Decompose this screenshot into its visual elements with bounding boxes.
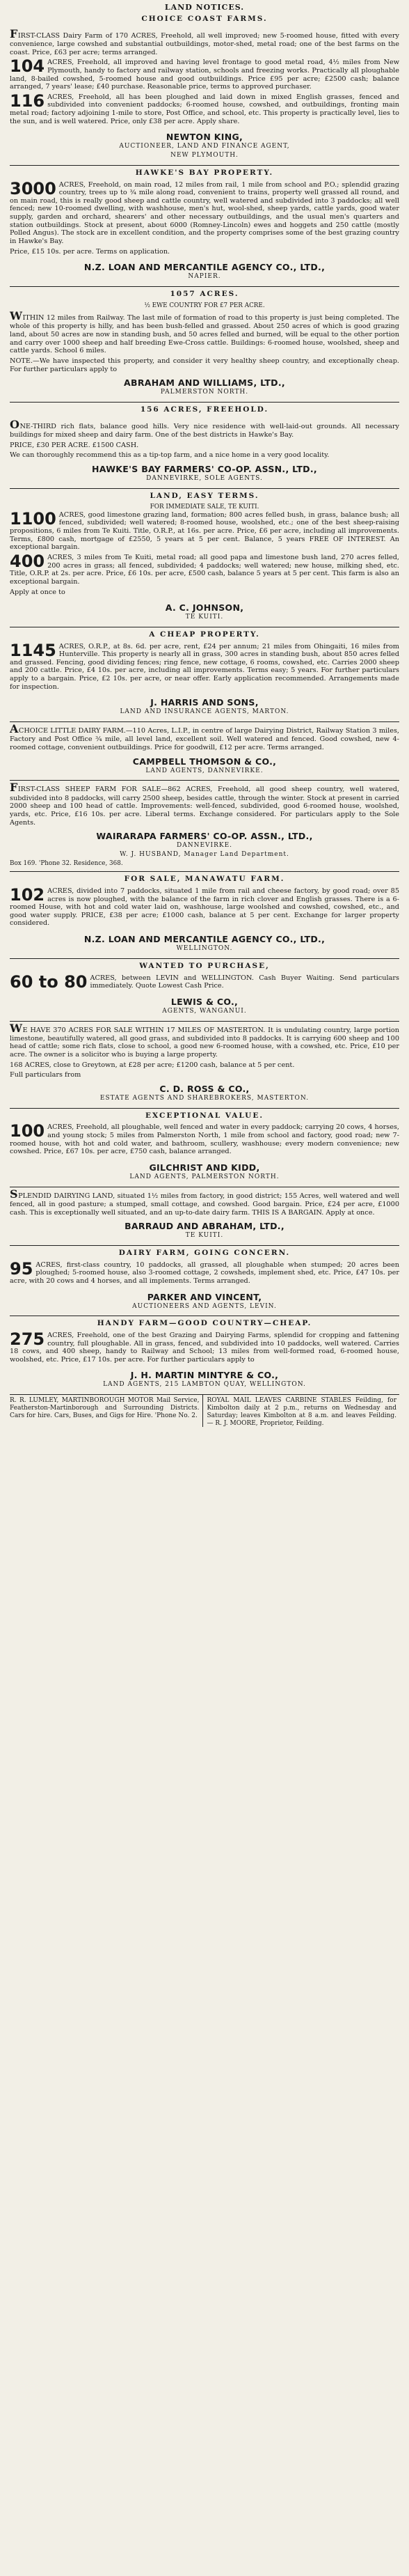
agent-location: DANNEVIRKE, SOLE AGENTS. [146,474,263,482]
ad-divider [10,286,399,287]
ad-paragraph [10,508,399,552]
ad-title: WANTED TO PURCHASE, [139,961,270,970]
agent-name: WAIRARAPA FARMERS' CO-OP. ASSN., LTD., [96,831,313,842]
land-ad [10,165,399,283]
ad-paragraph [10,1071,399,1079]
ad-paragraph [10,1187,399,1217]
lead-figure: O [10,417,20,431]
land-ad [10,780,399,868]
ad-title: 1057 ACRES. [170,290,239,299]
page-header: LAND NOTICES. [164,3,245,12]
land-ad [10,1316,399,1391]
ad-body-text: ACRES, divided into 7 paddocks, situated 1 mile from rail and cheese factory, by good road; over 85 acres is now ploughed, with the balance of the farm in rich clover and English grasses. There is a 6-roomed House, with hot and cold water laid on, washhouse, large woolshed and cowshed, cowshed, etc., and good water supply. PRICE, £38 per acre; £1000 cash, balance at 5 per cent. Exchange for larger property considered. [10,887,399,928]
lead-figure: W [10,309,23,323]
ad-body-text: PRICE, £30 PER ACRE. £1500 CASH. [10,441,139,449]
agent-subline: AGENTS, WANGANUI. [162,1007,247,1015]
ad-title: 156 ACRES, FREEHOLD. [140,405,269,414]
agent-location: LAND AGENTS, DANNEVIRKE. [145,767,264,774]
agent-name: PARKER AND VINCENT, [147,1291,262,1302]
ad-body-text: ACRES, between LEVIN and WELLINGTON. Cash Buyer Waiting. Send particulars immediately. Quote Lowest Cash Price. [90,974,399,990]
ad-body-text: IRST-CLASS SHEEP FARM FOR SALE—862 ACRES, Freehold, all good sheep country, well watered, subdivided into 8 paddocks, will carry 2500 sheep, besides cattle, through the winter. Stock at present in carried 2000 sheep and 100 head of cattle. Improvements: well-fenced, subdivided, good 6-roomed house, woolshed, yards, etc. Price, £16 10s. per acre. Liberal terms. Exchange considered. For particulars apply to the Sole Agents. [10,786,399,827]
agent-location: NAPIER. [188,273,221,281]
agent-name: BARRAUD AND ABRAHAM, LTD., [125,1221,284,1232]
agent-location: TE KUITI. [185,614,224,621]
agent-location: W. J. HUSBAND, Manager Land Department. [120,850,289,858]
agent-location: WELLINGTON. [176,945,233,953]
ads-column [10,15,399,1391]
ad-subtitle: FOR IMMEDIATE SALE, TE KUITI. [150,504,259,511]
agent-subline: AUCTIONEER, LAND AND FINANCE AGENT, [119,143,290,150]
agent-name: J. HARRIS AND SONS, [150,697,259,708]
lead-figure: 95 [10,1258,33,1279]
agent-name: C. D. ROSS & CO., [159,1083,250,1094]
bottom-ad-right: ROYAL MAIL LEAVES CARBINE STABLES Feilding, for Kimbolton daily at 2 p.m., returns on Wednesday and Saturday; leaves Kimbolton at 8 a.m. and leaves Feilding. — R. J. MOORE, Proprietor, Feilding. [202,1395,400,1427]
agent-location: AUCTIONEERS AND AGENTS, LEVIN. [132,1302,277,1310]
land-ad [10,871,399,955]
ad-paragraph [10,971,399,992]
ad-body-text: PLENDID DAIRYING LAND, situated 1½ miles from factory, in good district; 155 Acres, well watered and well fenced, all in good pasture; a stumped, small cottage, and cowshed. Good bargain. Price, £24 per acre, £1000 cash. This is exceptionally well situated, and an up-to-date dairy farm. THIS IS A BARGAIN. Apply at once. [10,1192,399,1217]
land-ad [10,721,399,776]
lead-figure: 275 [10,1329,45,1349]
ad-body-text: Price, £15 10s. per acre. Terms on application. [10,247,170,256]
agent-location: TE KUITI. [185,1232,224,1240]
ad-body-text: CHOICE LITTLE DAIRY FARM.—110 Acres, L.I.P., in centre of large Dairying District, Railway Station 3 miles, Factory and Post Office ¾ mile, all level land, excellent soil. Well watered and fenced. Good cowshed, new 4-roomed cottage, convenient outbuildings. Price for goodwill, £12 per acre. Terms arranged. [10,727,399,751]
ad-body-text: Apply at once to [10,588,65,596]
ad-paragraph [10,722,399,751]
agent-location: ESTATE AGENTS AND SHAREBROKERS, MASTERTON. [99,1094,310,1102]
lead-figure: S [10,1187,19,1201]
land-ad [10,1108,399,1183]
ad-body-text: ACRES, Freehold, all improved and having level frontage to good metal road, 4½ miles from New Plymouth, handy to factory and railway station, schools and freezing works. Practically all ploughable land, 8-bailed cowshed, 5-roomed house and good outbuildings. Price £95 per acre; £2500 cash; balance arranged, 7 years' lease; £40 purchase. Reasonable price, terms to approved purchaser. [10,58,399,91]
ad-paragraph [10,248,399,256]
ad-title: HAWKE'S BAY PROPERTY. [135,168,274,177]
ad-footer: Box 169. 'Phone 32. Residence, 368. [10,859,123,867]
lead-figure: 3000 [10,178,56,198]
ad-paragraph [10,309,399,355]
agent-name: CAMPBELL THOMSON & CO., [132,756,277,767]
ad-paragraph [10,178,399,246]
ad-body-text: ITHIN 12 miles from Railway. The last mile of formation of road to this property is just being completed. The whole of this property is hilly, and has been bush-felled and grassed. About 250 acres of which is good grazing land, about 50 acres are now in standing bush, and 50 acres felled and burned, will be equal to the other portion and carry over 1000 sheep and half breeding Ewe-Cross cattle. Buildings: 6-roomed house, woolshed, sheep and cattle yards. School 6 miles. [10,314,399,355]
ad-divider [10,958,399,959]
ad-paragraph [10,781,399,827]
agent-location: LAND AGENTS, 215 LAMBTON QUAY, WELLINGTON. [103,1381,306,1389]
ad-paragraph [10,93,399,126]
lead-figure: 116 [10,91,45,111]
ad-body-text: E HAVE 370 ACRES FOR SALE WITHIN 17 MILES OF MASTERTON. It is undulating country, large portion limestone, beautifully watered, all good grass, and subdivided into 8 paddocks. It is carrying 600 sheep and 100 head of cattle; some rich flats, close to school, a good new 6-roomed house, with a cowshed, etc. Price, £10 per acre. The owner is a solicitor who is buying a large property. [10,1026,399,1059]
lead-figure: F [10,26,18,40]
ad-title: CHOICE COAST FARMS. [141,15,268,24]
agent-location: LAND AND INSURANCE AGENTS, MARTON. [120,708,289,716]
ad-paragraph [10,1022,399,1059]
ad-paragraph [10,27,399,56]
agent-location: PALMERSTON NORTH. [160,389,249,396]
ad-body-text: Full particulars from [10,1071,81,1079]
land-ad [10,1245,399,1312]
ad-paragraph [10,1329,399,1364]
ad-paragraph [10,1061,399,1070]
land-ad [10,958,399,1017]
ad-paragraph [10,884,399,928]
ad-paragraph [10,640,399,692]
ad-body-text: IRST-CLASS Dairy Farm of 170 ACRES, Freehold, all well improved; new 5-roomed house, fitted with every convenience, large cowshed and substantial outbuildings, motor-shed, metal road; one of the best farms on the coast. Price, £63 per acre; terms arranged. [10,31,399,56]
agent-name: J. H. MARTIN MINTYRE & CO., [130,1370,279,1381]
ad-paragraph [10,58,399,91]
agent-name: ABRAHAM AND WILLIAMS, LTD., [124,377,285,389]
land-ad [10,1021,399,1104]
ad-paragraph [10,1258,399,1286]
ad-body-text: ACRES, Freehold, all has been ploughed and laid down in mixed English grasses, fenced and subdivided into convenient paddocks; 6-roomed house, cowshed, and outbuildings, fronting main metal road; factory adjoining 1-mile to store, Post Office, and school, etc. This property is practically level, lies to the sun, and is well watered. Price, only £38 per acre. Apply share. [10,93,399,125]
ad-title: HANDY FARM—GOOD COUNTRY—CHEAP. [97,1319,312,1328]
ad-body-text: ACRES, Freehold, all ploughable, well fenced and water in every paddock; carrying 20 cows, 4 horses, and young stock; 5 miles from Palmerston North, 1 mile from school and factory, good road; new 7-roomed house, with hot and cold water, and bathroom, scullery, washhouse; every modern convenience; new cowshed. Price, £67 10s. per acre, £750 cash, balance arranged. [10,1123,399,1156]
agent-name: A. C. JOHNSON, [165,602,244,614]
land-ad [10,402,399,485]
ad-body-text: 168 ACRES, close to Greytown, at £28 per acre; £1200 cash, balance at 5 per cent. [10,1061,295,1069]
lead-figure: 1145 [10,640,56,660]
ad-body-text: ACRES, O.R.P., at 8s. 6d. per acre, rent, £24 per annum; 21 miles from Ohingaiti, 16 miles from Hunterville. This property is nearly all in grass, 300 acres in standing bush, about 850 acres felled and grassed. Fencing, good dividing fences; ring fence, new cottage, 6 rooms, cowshed, etc. Carries 2000 sheep and 200 cattle. Price, £4 10s. per acre, including all improvements. Terms easy; 5 years. For further particulars apply to a bargain. Price, £2 10s. per acre, or near offer. Early application recommended. Arrangements made for inspection. [10,642,399,691]
lead-figure: 1100 [10,508,56,529]
agent-name: LEWIS & CO., [170,996,239,1007]
ad-divider [10,1108,399,1109]
agent-name: HAWKE'S BAY FARMERS' CO-OP. ASSN., LTD., [92,463,317,474]
ad-paragraph [10,1123,399,1156]
agent-location: NEW PLYMOUTH. [170,152,239,159]
lead-figure: 100 [10,1121,45,1141]
agent-name: NEWTON KING, [166,132,243,143]
lead-figure: 60 to 80 [10,971,88,992]
ad-divider [10,165,399,166]
ad-paragraph [10,551,399,586]
ad-title: DAIRY FARM, GOING CONCERN. [118,1249,291,1257]
bottom-ad-left: R. R. LUMLEY, MARTINBOROUGH MOTOR Mail Service, Featherston-Martinborough and Surrounding Districts. Cars for hire. Cars, Buses, and Gigs for Hire. 'Phone No. 2. [10,1397,200,1419]
agent-name: GILCHRIST AND KIDD, [149,1162,260,1173]
lead-figure: 104 [10,56,45,77]
ad-title: FOR SALE, MANAWATU FARM. [124,875,285,884]
ad-divider [10,1245,399,1246]
ad-divider [10,402,399,403]
land-ad [10,1187,399,1242]
ad-body-text: ACRES, 3 miles from Te Kuiti, metal road; all good papa and limestone bush land, 270 acres felled, 200 acres in grass; all fenced, subdivided; 4 paddocks; well watered; new house, milking shed, etc. Title, O.R.P. at 2s. per acre. Price, £6 10s. per acre, £500 cash, balance 5 years at 5 per cent. This farm is also an exceptional bargain. [10,553,399,586]
land-ad [10,627,399,718]
ad-paragraph [10,451,399,460]
ad-paragraph [10,588,399,597]
ad-subtitle: ½ EWE COUNTRY FOR £7 PER ACRE. [144,302,265,309]
agent-subline: DANNEVIRKE. [176,842,233,850]
agent-name: N.Z. LOAN AND MERCANTILE AGENCY CO., LTD., [83,934,326,945]
ad-title: A CHEAP PROPERTY. [149,630,260,639]
agent-location: LAND AGENTS, PALMERSTON NORTH. [129,1173,280,1180]
ad-divider [10,871,399,872]
ad-paragraph [10,357,399,373]
ad-divider [10,488,399,489]
lead-figure: F [10,781,18,795]
ad-paragraph [10,418,399,439]
lead-figure: A [10,722,19,736]
ad-body-text: NOTE.—We have inspected this property, and consider it very healthy sheep country, and exceptionally cheap. For further particulars apply to [10,357,399,373]
agent-name: N.Z. LOAN AND MERCANTILE AGENCY CO., LTD., [83,262,326,273]
land-ad [10,488,399,623]
ad-title: LAND, EASY TERMS. [150,491,259,500]
lead-figure: 400 [10,551,45,571]
ad-body-text: NE-THIRD rich flats, balance good hills. Very nice residence with well-laid-out grounds. All necessary buildings for mixed sheep and dairy farm. One of the best districts in Hawke's Bay. [10,422,399,439]
ad-body-text: ACRES, first-class country, 10 paddocks, all grassed, all ploughable when stumped; 20 acres been ploughed; 5-roomed house, also 3-roomed cottage, 2 cowsheds, implement shed, etc. Price, £47 10s. per acre, with 20 cows and 4 horses, and all implements. Terms arranged. [10,1260,399,1285]
ad-body-text: We can thoroughly recommend this as a tip-top farm, and a nice home in a very good locality. [10,451,330,460]
lead-figure: 102 [10,884,45,905]
ad-paragraph [10,442,399,450]
ad-body-text: ACRES, good limestone grazing land, formation; 800 acres felled bush, in grass, balance bush; all fenced, subdivided; well watered; 8-roomed house, woolshed, etc.; one of the best sheep-raising propositions, 6 miles from Te Kuiti. Title, O.R.P., at 16s. per acre. Price, £6 per acre, including all improvements. Terms, £800 cash, mortgage of £2550, 5 years at 5 per cent. Balance, 5 years FREE OF INTEREST. An exceptional bargain. [10,510,399,552]
lead-figure: W [10,1021,23,1035]
ad-body-text: ACRES, Freehold, one of the best Grazing and Dairying Farms, splendid for cropping and fattening country, full ploughable. All in grass, fenced, and subdivided into 10 paddocks, well watered. Carries 18 cows, and 400 sheep, handy to Railway and School; 13 miles from well-formed road, 6-roomed house, woolshed, etc. Price, £17 10s. per acre. For further particulars apply to [10,1331,399,1364]
bottom-ads [10,1394,399,1427]
ad-body-text: ACRES, Freehold, on main road, 12 miles from rail, 1 mile from school and P.O.; splendid grazing country, trees up to ¾ mile along road, convenient to trains, property well grassed all round, and on main road, this is really good sheep and cattle country, well watered and subdivided into 3 paddocks; all well fenced; new 10-roomed dwelling, with washhouse, men's hut, wool-shed, sheep yards, cattle yards, good water supply, garden and orchard, shearers' and other necessary outbuildings, and the usual men's quarters and station outbuildings. Stock at present, about 6000 (Romney-Lincoln) ewes and hoggets and 250 cattle (mostly Polled Angus). The stock are in excellent condition, and the property comprises some of the best grazing country in Hawke's Bay. [10,180,399,246]
land-ad [10,15,399,162]
ad-title: EXCEPTIONAL VALUE. [145,1111,264,1120]
land-ad [10,286,399,398]
